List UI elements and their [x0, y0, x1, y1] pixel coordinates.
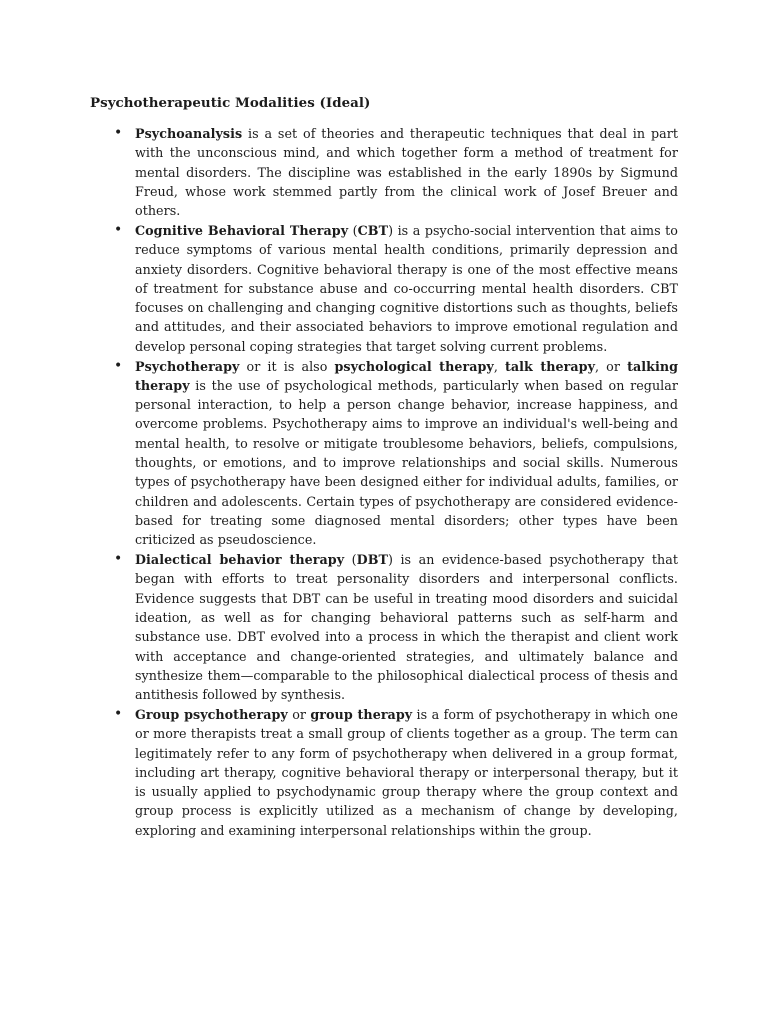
description-text: or it is also [239, 358, 335, 374]
bold-term: talk therapy [505, 358, 596, 374]
bold-term: Group psychotherapy [135, 706, 288, 722]
document-title: Psychotherapeutic Modalities (Ideal) [90, 95, 371, 111]
bold-term: Cognitive Behavioral Therapy [135, 222, 349, 238]
description-text: ) is an evidence-based psychotherapy that began with efforts to treat personality disorders and interpersonal conflicts. Evidence suggests that DBT can be useful in treating mood disorders and suicidal ideation, as well as for changing behavioral patterns such as self-harm and substance use. DBT evolved into a process in which the therapist and client work with acceptance and change-oriented strategies, and ultimately balance and synthesize them—comparable to the philosophical dialectical process of thesis and antithesis followed by synthesis. [135, 552, 678, 703]
modality-description [135, 705, 678, 840]
description-text: is the use of psychological methods, particularly when based on regular personal interaction, to help a person change behavior, increase happiness, and overcome problems. Psychotherapy aims to improve an individual's well-being and mental health, to resolve or mitigate troublesome behaviors, beliefs, compulsions, thoughts, or emotions, and to improve relationships and social skills. Numerous types of psychotherapy have been designed either for individual adults, families, or children and adolescents. Certain types of psychotherapy are considered evidence-based for treating some diagnosed mental disorders; other types have been criticized as pseudoscience. [135, 377, 678, 548]
description-text: , or [595, 358, 628, 374]
description-text: ( [348, 222, 358, 238]
description-text: , [493, 358, 505, 374]
bullet-icon: • [114, 221, 123, 238]
bold-term: Psychotherapy [135, 358, 240, 374]
bold-term: group therapy [310, 706, 413, 722]
modality-description [135, 124, 678, 220]
list-item [90, 357, 678, 550]
list-item [90, 221, 678, 356]
list-item [90, 124, 678, 220]
bullet-icon: • [114, 551, 123, 568]
bold-term: Dialectical behavior therapy [135, 552, 345, 568]
bold-term: CBT [357, 222, 389, 238]
modality-description [135, 357, 678, 550]
description-text: ( [344, 552, 357, 568]
modality-description [135, 550, 678, 704]
bullet-icon: • [114, 357, 123, 374]
list-item [90, 705, 678, 840]
description-text: or [287, 706, 311, 722]
bold-term: talking therapy [135, 358, 679, 393]
bold-term: DBT [356, 552, 388, 568]
description-text: ) is a psycho-social intervention that aims to reduce symptoms of various mental health conditions, primarily depression and anxiety disorders. Cognitive behavioral therapy is one of the most effective means of treatment for substance abuse and co-occurring mental health disorders. CBT focuses on challenging and changing cognitive distortions such as thoughts, beliefs and attitudes, and their associated behaviors to improve emotional regulation and develop personal coping strategies that target solving current problems. [135, 222, 678, 354]
bold-term: Psychoanalysis [135, 126, 243, 141]
list-item [90, 550, 678, 704]
modality-list [90, 124, 678, 840]
description-text: is a form of psychotherapy in which one or more therapists treat a small group of clients together as a group. The term can legitimately refer to any form of psychotherapy when delivered in a group format, including art therapy, cognitive behavioral therapy or interpersonal therapy, but it is usually applied to psychodynamic group therapy where the group context and group process is explicitly utilized as a mechanism of change by developing, exploring and examining interpersonal relationships within the group. [135, 706, 678, 838]
bullet-icon: • [114, 125, 123, 141]
bold-term: psychological therapy [334, 358, 494, 374]
bullet-icon: • [114, 705, 123, 722]
description-text: is a set of theories and therapeutic techniques that deal in part with the unconscious mind, and which together form a method of treatment for mental disorders. The discipline was established in the early 1890s by Sigmund Freud, whose work stemmed partly from the clinical work of Josef Breuer and others. [135, 126, 678, 219]
modality-description [135, 221, 678, 356]
